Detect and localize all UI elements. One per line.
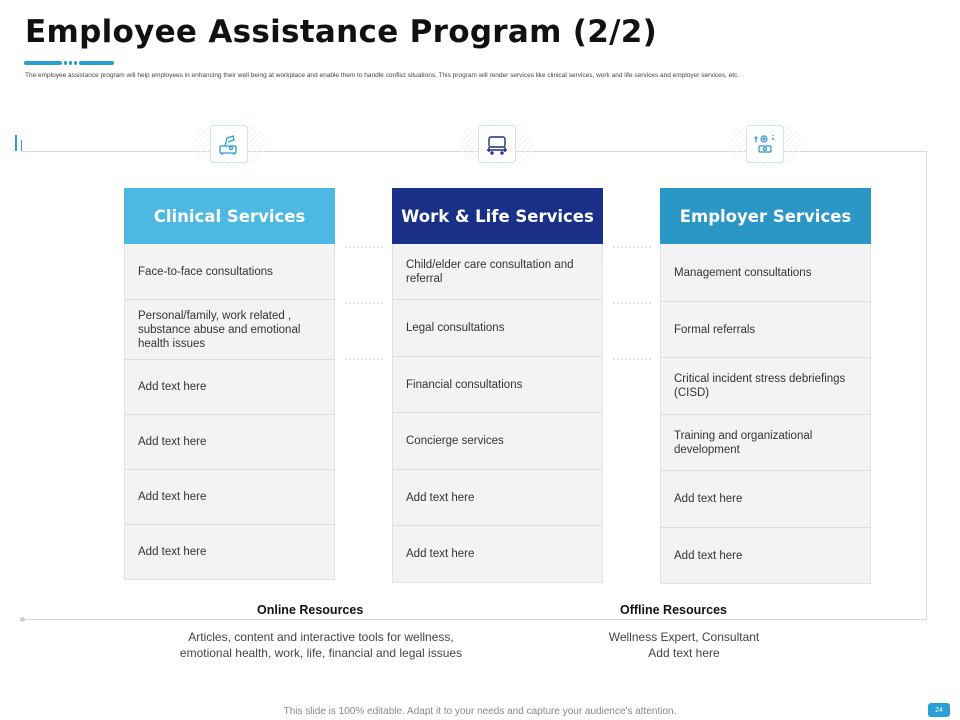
page-title: Employee Assistance Program (2/2)	[25, 14, 658, 50]
clinical-icon-holder	[192, 120, 266, 168]
list-item: Add text here	[661, 470, 870, 527]
column-list	[392, 244, 603, 583]
column-work-life-services	[392, 188, 603, 583]
offline-resources-line: Add text here	[648, 646, 720, 660]
work-life-icon-holder	[460, 120, 534, 168]
employer-services-icon	[746, 125, 784, 163]
connector-dots	[345, 246, 383, 248]
hospital-bed-icon	[478, 125, 516, 163]
offline-resources-title: Offline Resources	[606, 603, 741, 617]
list-item: Add text here	[393, 469, 602, 525]
list-item: Formal referrals	[661, 301, 870, 357]
column-header: Work & Life Services	[392, 188, 603, 244]
microscope-icon	[210, 125, 248, 163]
online-resources-title: Online Resources	[243, 603, 377, 617]
list-item: Personal/family, work related , substance abuse and emotional health issues	[125, 299, 334, 359]
list-item: Add text here	[125, 469, 334, 524]
online-resources-text: Articles, content and interactive tools for wellness, emotional health, work, life, financial and legal issues	[179, 630, 463, 660]
column-list	[660, 244, 871, 584]
footer-note: This slide is 100% editable. Adapt it to your needs and capture your audience's attention.	[283, 706, 677, 717]
offline-resources-text	[534, 629, 834, 661]
list-item: Management consultations	[674, 266, 812, 279]
list-item: Critical incident stress debriefings (CISD)	[661, 357, 870, 414]
frame-end-dot	[20, 617, 25, 622]
connector-dots	[345, 358, 383, 360]
frame-accent-mark-thin	[21, 140, 22, 151]
list-item: Child/elder care consultation and referral	[406, 258, 574, 285]
list-item: Face-to-face consultations	[138, 265, 273, 278]
column-header: Employer Services	[660, 188, 871, 244]
list-item: Legal consultations	[393, 299, 602, 356]
connector-dots	[345, 302, 383, 304]
connector-dots	[613, 358, 651, 360]
list-item: Training and organizational development	[661, 414, 870, 470]
list-item: Concierge services	[393, 412, 602, 469]
column-header: Clinical Services	[124, 188, 335, 244]
list-item: Financial consultations	[393, 356, 602, 412]
column-list	[124, 244, 335, 580]
column-clinical-services	[124, 188, 335, 580]
title-underline	[24, 61, 114, 65]
frame-line-right	[926, 151, 927, 620]
employer-icon-holder	[728, 120, 802, 168]
list-item: Add text here	[393, 525, 602, 582]
list-item: Add text here	[125, 359, 334, 414]
frame-line-bottom	[22, 619, 927, 620]
offline-resources-line: Wellness Expert, Consultant	[608, 630, 760, 644]
list-item: Add text here	[661, 527, 870, 583]
page-subtitle: The employee assistance program will help employees in enhancing their well being at workplace and enable them to handle conflict situations. This program will render services like clinical services, work and life services and employer services, etc.	[25, 72, 740, 79]
column-employer-services	[660, 188, 871, 584]
connector-dots	[613, 246, 651, 248]
list-item: Add text here	[125, 414, 334, 469]
list-item: Add text here	[125, 524, 334, 579]
frame-accent-mark	[15, 135, 17, 151]
connector-dots	[613, 302, 651, 304]
page-number-badge: 24	[928, 703, 950, 717]
